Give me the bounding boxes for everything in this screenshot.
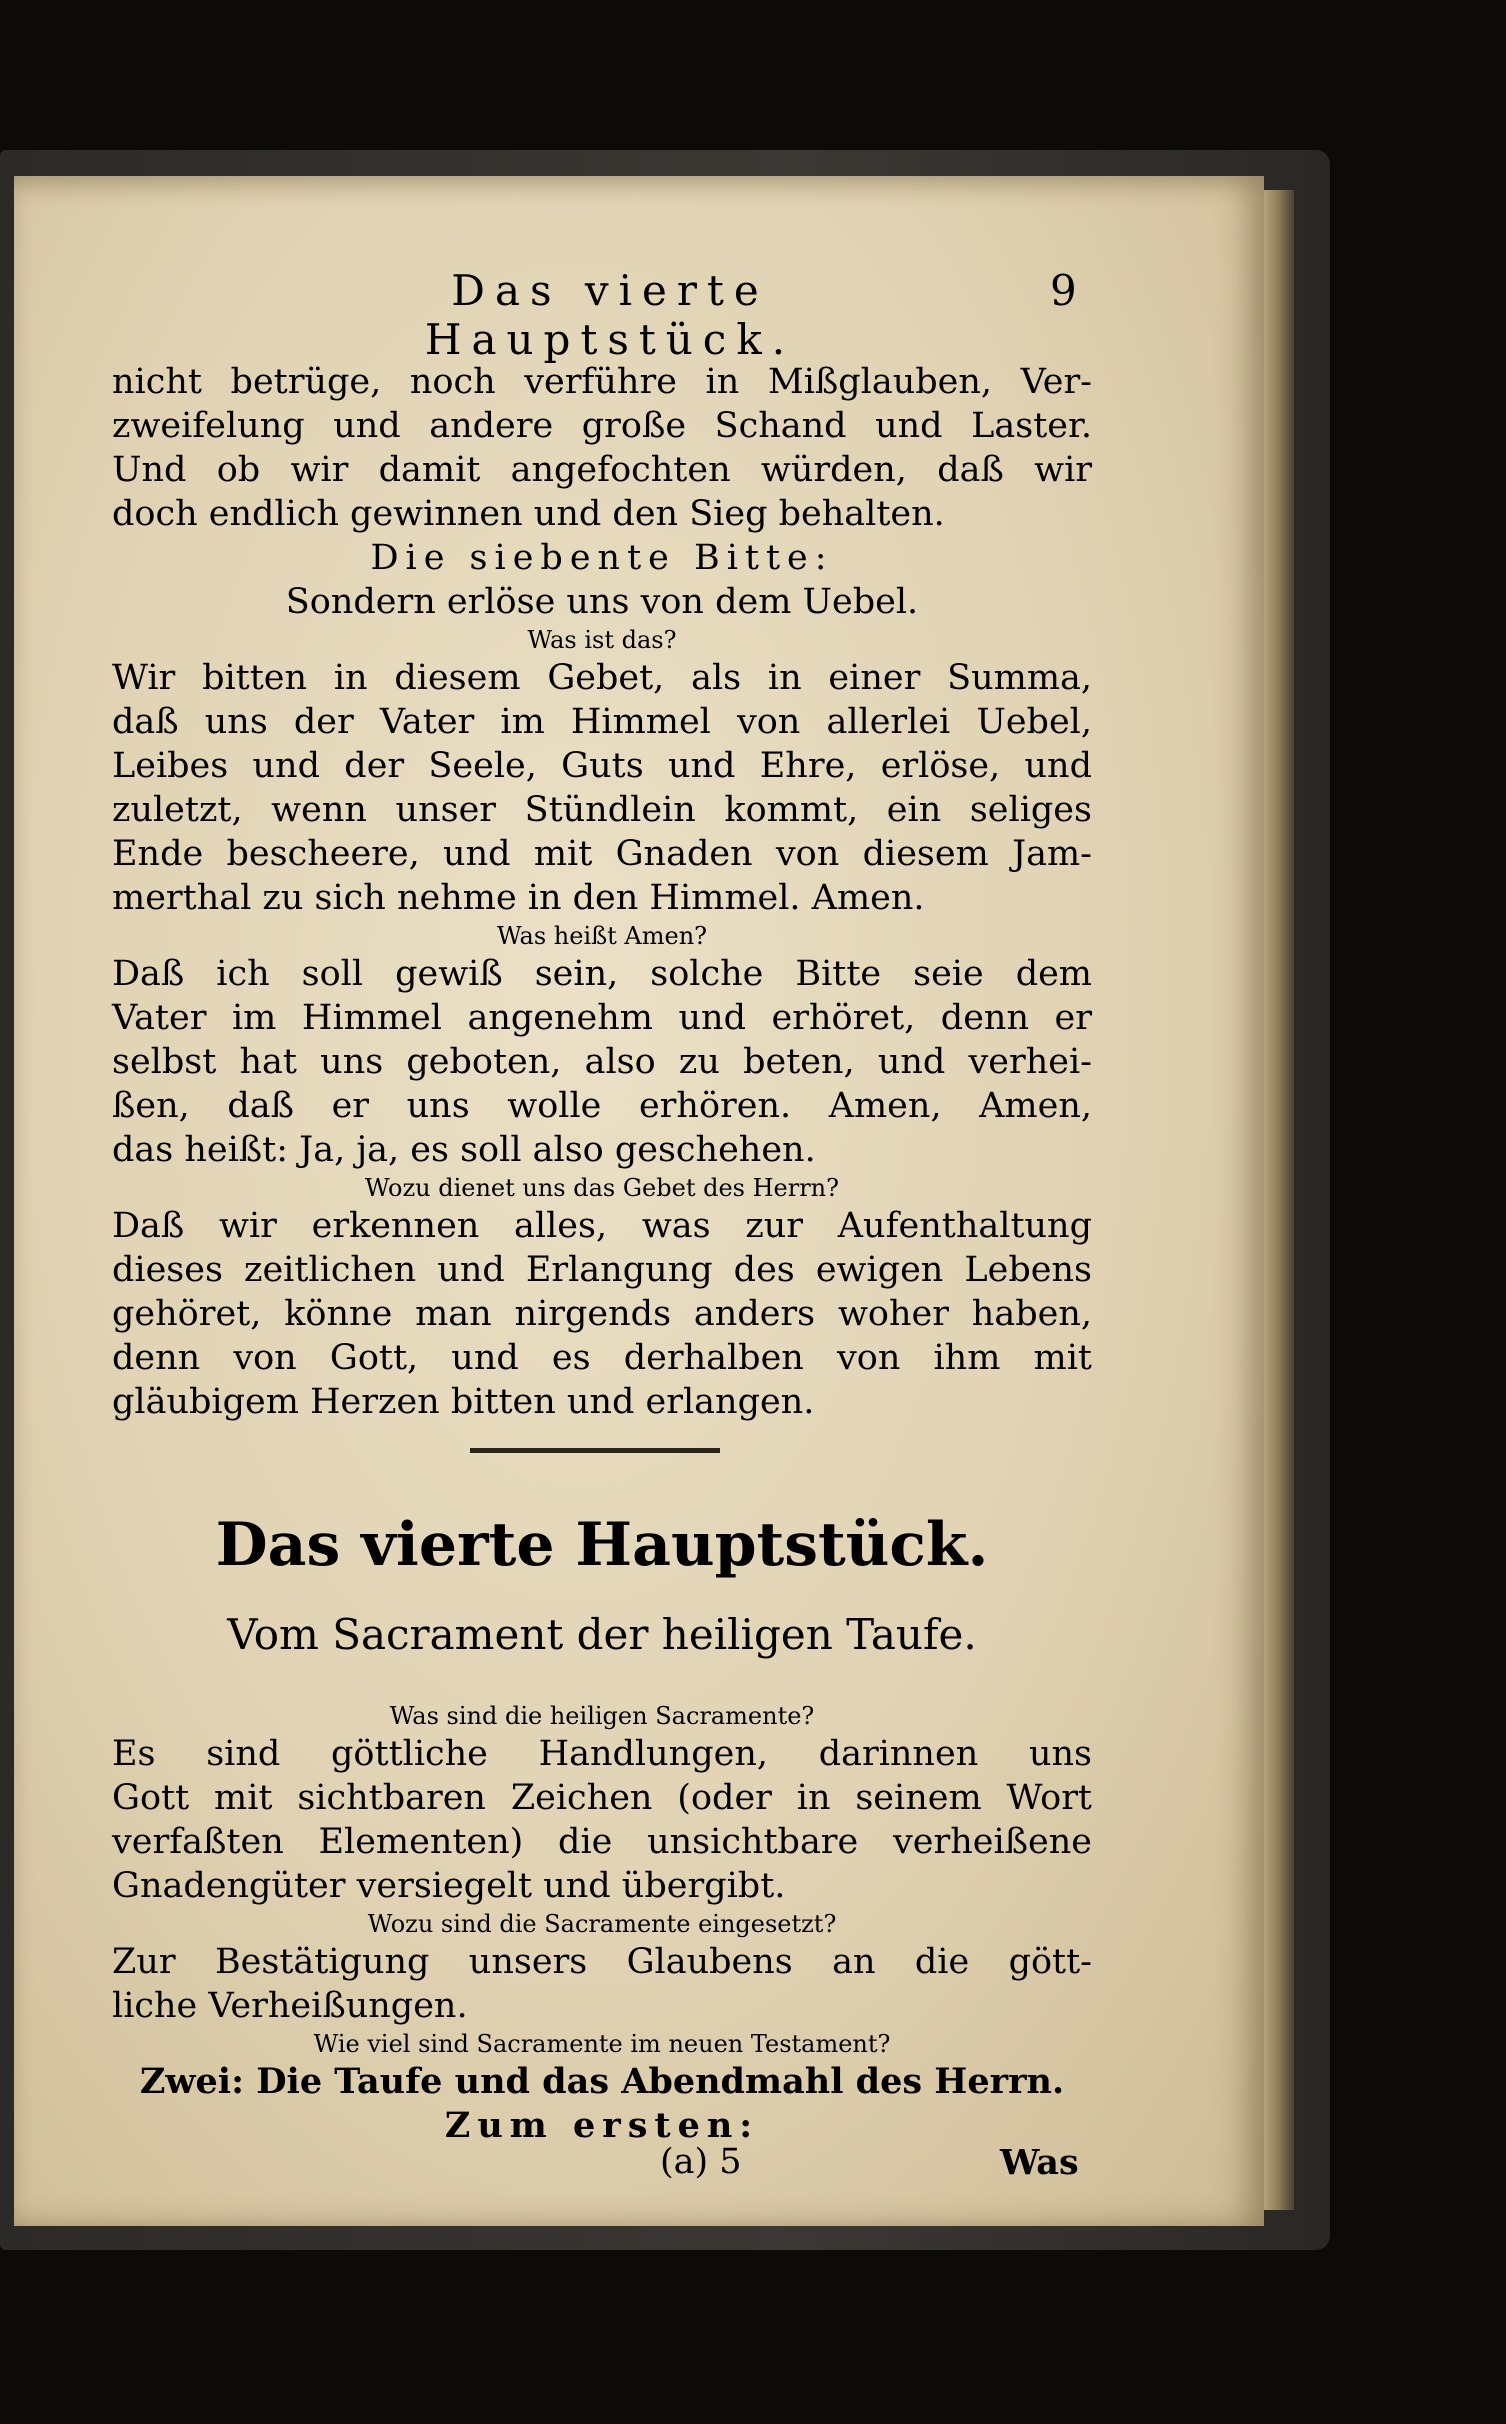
answer-text: Zwei: Die Taufe und das Abendmahl des Herrn. xyxy=(139,2061,1065,2102)
text-line: merthal zu sich nehme in den Himmel. Amen. xyxy=(112,878,925,918)
text-line: daß uns der Vater im Himmel von allerlei Uebel, xyxy=(112,702,1092,742)
text-line: Zur Bestätigung unsers Glaubens an die gött- xyxy=(112,1942,1092,1982)
page-number: 9 xyxy=(1050,266,1077,315)
text-block-1 xyxy=(112,360,1092,1424)
text-line: doch endlich gewinnen und den Sieg behalten. xyxy=(112,494,945,534)
question: Wie viel sind Sacramente im neuen Testament? xyxy=(313,2030,891,2058)
text-line: nicht betrüge, noch verführe in Mißglauben, Ver- xyxy=(112,362,1092,402)
text-line: Vater im Himmel angenehm und erhöret, denn er xyxy=(112,998,1092,1038)
section-title: Das vierte Hauptstück. xyxy=(215,1510,989,1580)
text-line: dieses zeitlichen und Erlangung des ewigen Lebens xyxy=(112,1250,1092,1290)
question: Was heißt Amen? xyxy=(496,922,708,950)
text-line: denn von Gott, und es derhalben von ihm mit xyxy=(112,1338,1092,1378)
text-line: Gnadengüter versiegelt und übergibt. xyxy=(112,1866,786,1906)
question: Wozu sind die Sacramente eingesetzt? xyxy=(367,1910,837,1938)
signature-mark: (a) 5 xyxy=(660,2142,742,2182)
text-line: Daß wir erkennen alles, was zur Aufenthaltung xyxy=(112,1206,1092,1246)
text-block-2 xyxy=(112,1700,1092,2148)
divider-rule xyxy=(470,1448,720,1453)
text-line: Daß ich soll gewiß sein, solche Bitte seie dem xyxy=(112,954,1092,994)
catchword: Was xyxy=(1000,2142,1079,2183)
text-line: Gott mit sichtbaren Zeichen (oder in seinem Wort xyxy=(112,1778,1092,1818)
text-line: verfaßten Elementen) die unsichtbare verheißene xyxy=(112,1822,1092,1862)
text-line: zuletzt, wenn unser Stündlein kommt, ein seliges xyxy=(112,790,1092,830)
answer-subheading: Zum ersten: xyxy=(444,2105,760,2146)
question: Was ist das? xyxy=(527,626,677,654)
page-edge xyxy=(1264,190,1294,2210)
text-line: gläubigem Herzen bitten und erlangen. xyxy=(112,1382,815,1422)
text-line: Leibes und der Seele, Guts und Ehre, erlöse, und xyxy=(112,746,1092,786)
text-line: Es sind göttliche Handlungen, darinnen uns xyxy=(112,1734,1092,1774)
text-line: gehöret, könne man nirgends anders woher haben, xyxy=(112,1294,1092,1334)
text-line: Ende bescheere, und mit Gnaden von diesem Jam- xyxy=(112,834,1092,874)
petition-text: Sondern erlöse uns von dem Uebel. xyxy=(285,582,919,622)
text-line: Und ob wir damit angefochten würden, daß wir xyxy=(112,450,1092,490)
text-line: zweifelung und andere große Schand und Laster. xyxy=(112,406,1092,446)
text-line: selbst hat uns geboten, also zu beten, und verhei- xyxy=(112,1042,1092,1082)
text-line: Wir bitten in diesem Gebet, als in einer Summa, xyxy=(112,658,1092,698)
section-subtitle: Vom Sacrament der heiligen Taufe. xyxy=(227,1610,977,1659)
running-head: Das vierte Hauptstück. xyxy=(424,266,796,364)
petition-heading: Die siebente Bitte: xyxy=(370,538,834,578)
text-line: das heißt: Ja, ja, es soll also geschehen. xyxy=(112,1130,816,1170)
question: Wozu dienet uns das Gebet des Herrn? xyxy=(365,1174,839,1202)
text-line: liche Verheißungen. xyxy=(112,1986,468,2026)
text-line: ßen, daß er uns wolle erhören. Amen, Amen, xyxy=(112,1086,1092,1126)
question: Was sind die heiligen Sacramente? xyxy=(389,1702,815,1730)
